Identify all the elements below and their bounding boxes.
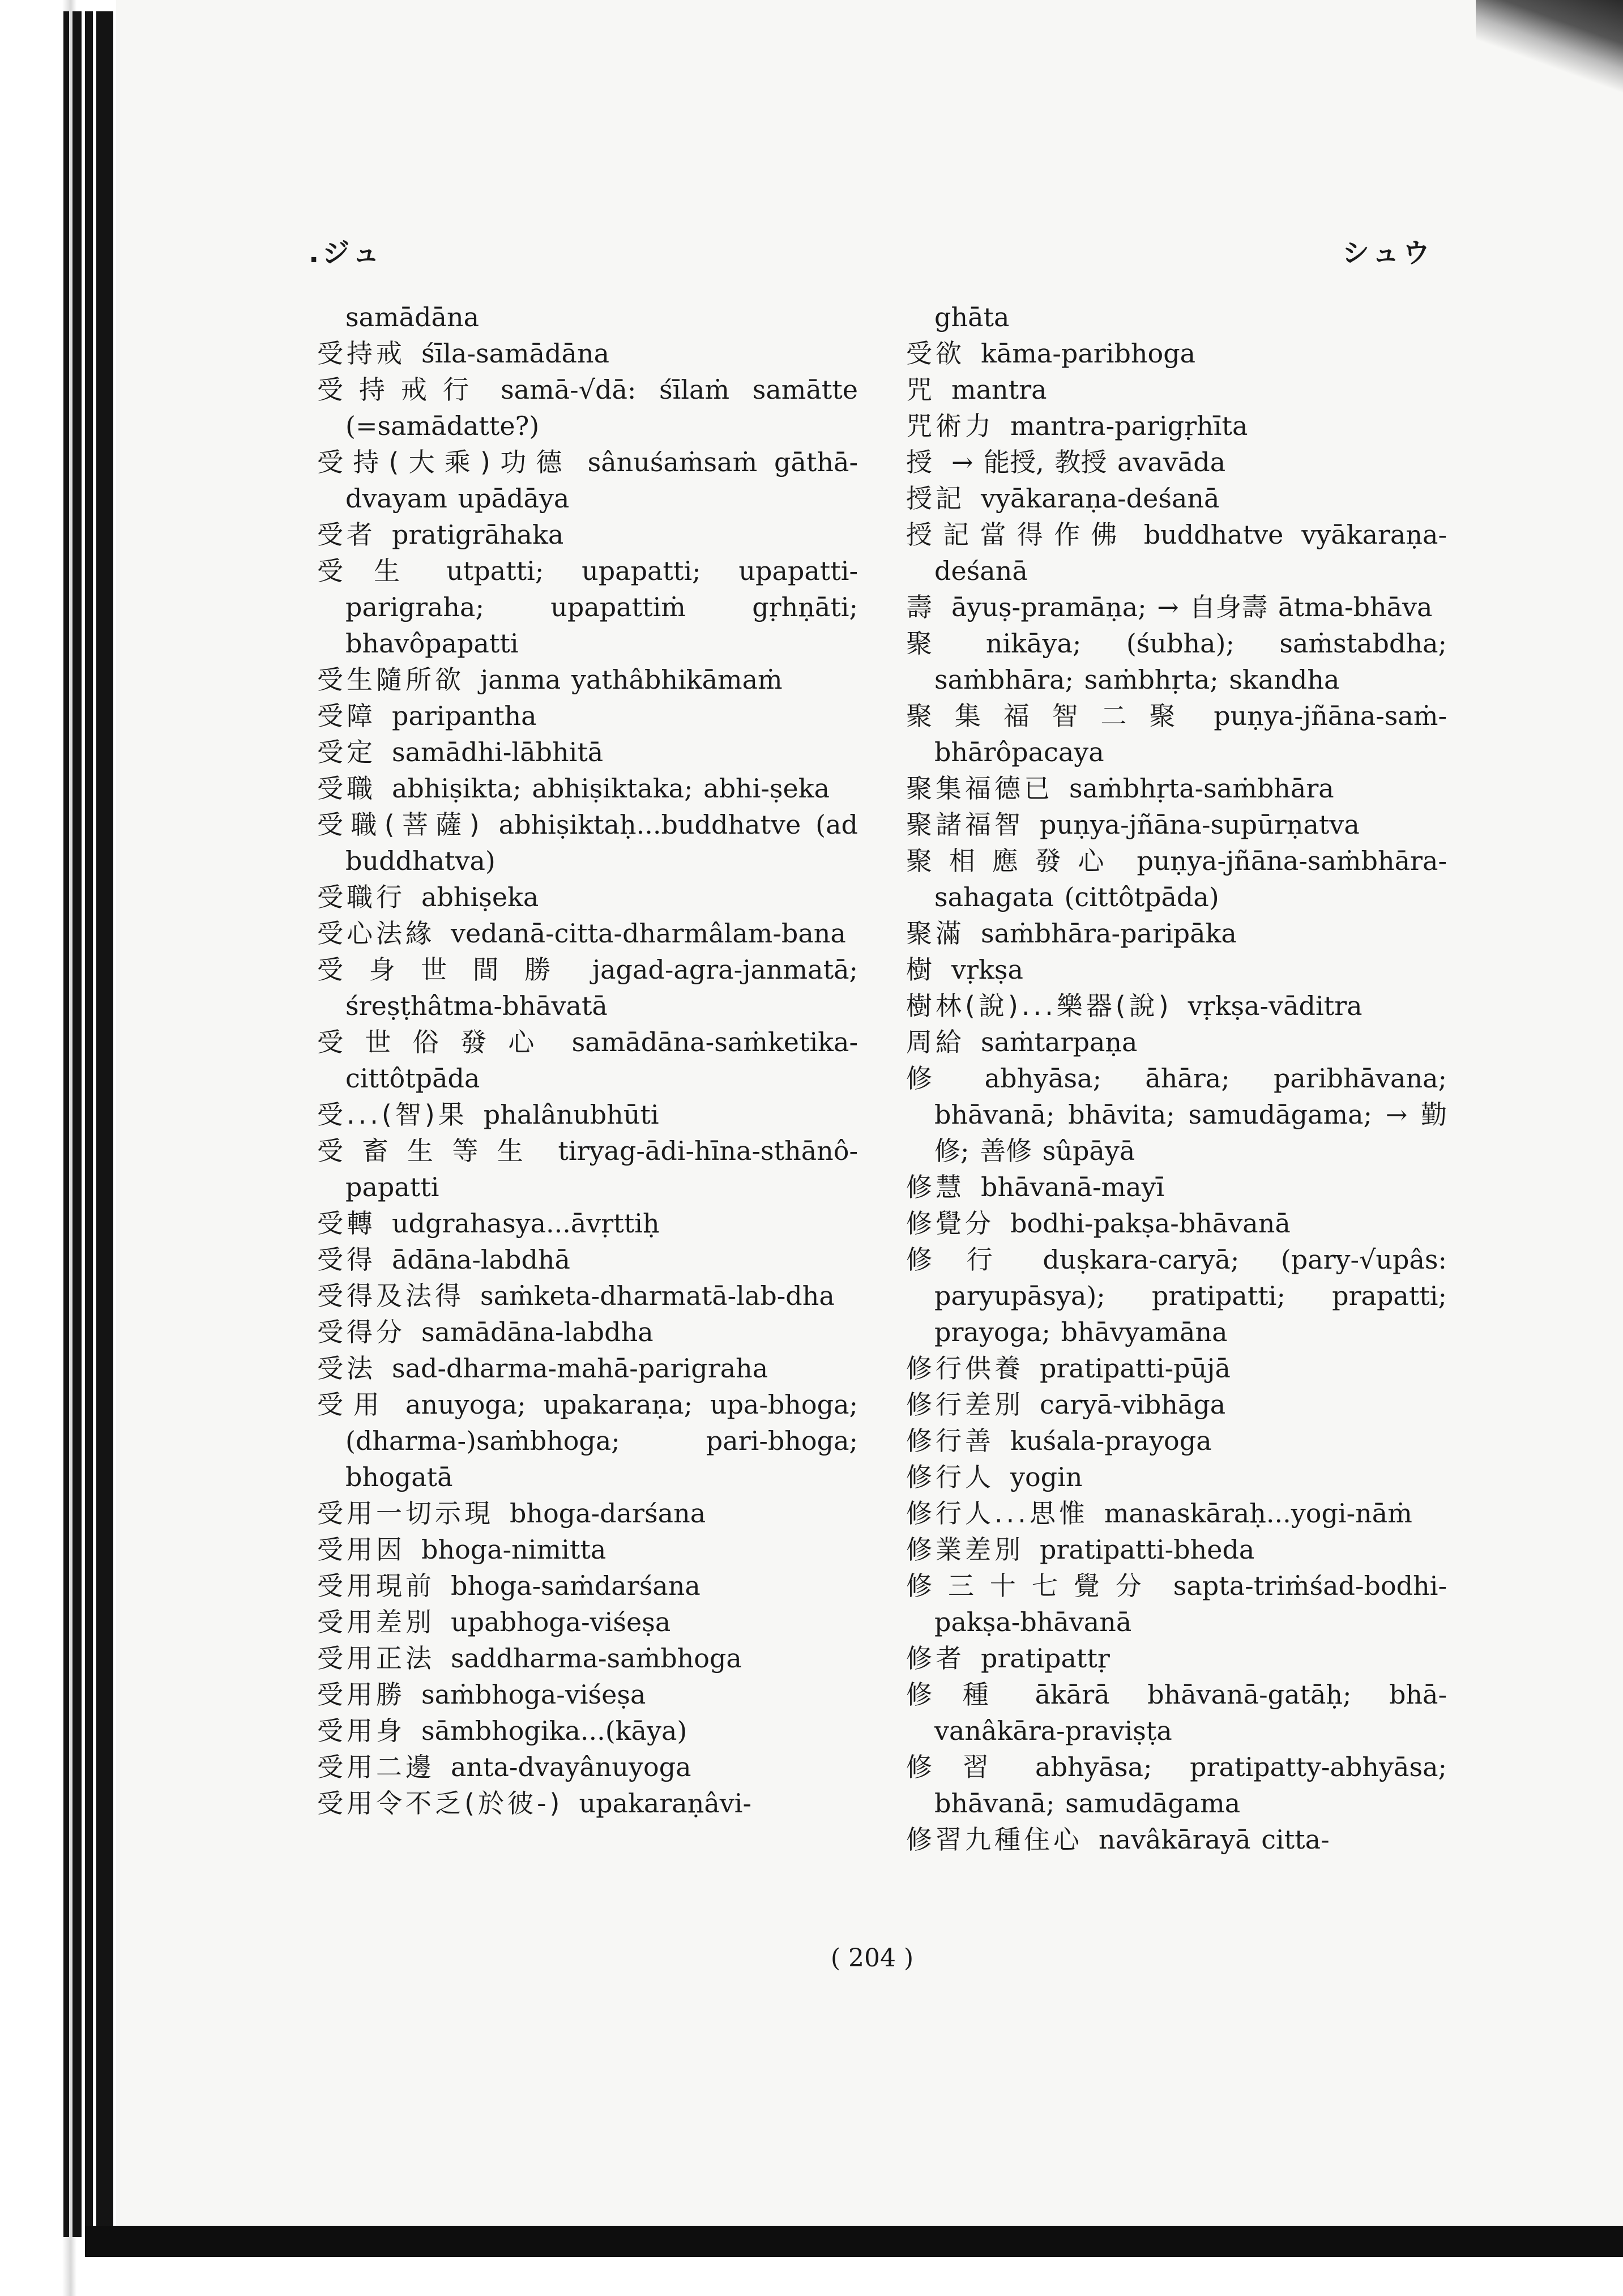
entry-sanskrit: vṛkṣa-vāditra — [1188, 991, 1363, 1021]
entry-sanskrit: buddhatve vyākaraṇa-deśanā — [934, 519, 1447, 586]
binding-line — [63, 11, 69, 2237]
entry-sanskrit: vedanā-citta-dharmâlam-bana — [451, 918, 846, 949]
entry-sanskrit: abhiṣiktaḥ...buddhatve (ad buddhatva) — [345, 809, 858, 876]
entry-headword: 受用二邊 — [317, 1752, 435, 1782]
dictionary-entry — [317, 444, 858, 517]
dictionary-entry — [317, 879, 858, 915]
entry-sanskrit: bhoga-darśana — [510, 1498, 706, 1529]
entry-headword: 受用身 — [317, 1715, 405, 1746]
entry-sanskrit: duṣkara-caryā; (pary-√upâs: paryupāsya); pratipatti; prapatti; prayoga; bhāvyamāna — [934, 1244, 1447, 1347]
entry-sanskrit: tiryag-ādi-hīna-sthānô-papatti — [345, 1136, 858, 1202]
entry-headword: 受得及法得 — [317, 1281, 464, 1311]
dictionary-entry — [906, 1241, 1447, 1350]
entry-headword: 授 — [906, 447, 936, 477]
dictionary-entry — [906, 335, 1447, 372]
entry-headword: 咒術力 — [906, 411, 994, 441]
entry-headword: 修習九種住心 — [906, 1824, 1083, 1855]
entry-headword: 受得分 — [317, 1317, 405, 1347]
dictionary-entry — [317, 1024, 858, 1096]
entry-sanskrit: navâkārayā citta- — [1099, 1824, 1330, 1855]
entry-headword: 修 — [906, 1063, 969, 1094]
entry-headword: 受持戒 — [317, 338, 405, 369]
entry-headword: 修慧 — [906, 1172, 965, 1202]
dictionary-entry — [906, 951, 1447, 988]
entry-sanskrit: puṇya-jñāna-saṁ-bhārôpacaya — [934, 701, 1447, 767]
entry-sanskrit: saṁbhṛta-saṁbhāra — [1069, 773, 1334, 804]
entry-sanskrit: jagad-agra-janmatā; śreṣṭhâtma-bhāvatā — [345, 954, 858, 1021]
entry-sanskrit: vyākaraṇa-deśanā — [981, 483, 1220, 514]
running-head-left: .ジュ — [309, 237, 383, 269]
dictionary-entry — [906, 1350, 1447, 1386]
dictionary-entry — [317, 734, 858, 770]
dictionary-entry — [317, 951, 858, 1024]
dictionary-entry — [317, 1676, 858, 1713]
dictionary-entry — [317, 1749, 858, 1785]
entry-headword: 修行人 — [906, 1462, 994, 1492]
dictionary-entry — [906, 1495, 1447, 1531]
entry-sanskrit: mantra — [951, 374, 1047, 405]
entry-headword: 修行人...思惟 — [906, 1498, 1088, 1529]
dictionary-entry — [906, 1423, 1447, 1459]
dictionary-entry — [906, 444, 1447, 480]
entry-headword: 咒 — [906, 374, 936, 405]
entry-sanskrit: samādhi-lābhitā — [392, 737, 604, 767]
dictionary-entry — [906, 1531, 1447, 1568]
page-number: ( 204 ) — [830, 1944, 914, 1973]
entry-headword: 聚相應發心 — [906, 846, 1121, 876]
dictionary-entry — [906, 843, 1447, 915]
entry-headword: 樹 — [906, 954, 936, 985]
entry-headword: 受職(菩薩) — [317, 809, 483, 840]
left-column — [317, 299, 858, 1821]
entry-headword: 受者 — [317, 519, 376, 550]
dictionary-entry — [906, 1024, 1447, 1060]
entry-headword: 受職 — [317, 773, 376, 804]
dictionary-entry — [906, 1749, 1447, 1821]
entry-sanskrit: puṇya-jñāna-supūrṇatva — [1040, 809, 1360, 840]
entry-headword: 受法 — [317, 1353, 376, 1384]
dictionary-entry — [906, 1169, 1447, 1205]
entry-sanskrit: samā-√dā: śīlaṁ samātte (=samādatte?) — [345, 374, 859, 441]
entry-sanskrit: pratigrāhaka — [392, 519, 564, 550]
entry-headword: 受世俗發心 — [317, 1027, 556, 1057]
entry-headword: 聚 — [906, 628, 970, 659]
dictionary-entry — [317, 517, 858, 553]
dictionary-entry — [317, 1241, 858, 1278]
dictionary-entry — [906, 988, 1447, 1024]
entry-sanskrit: abhyāsa; pratipatty-abhyāsa; bhāvanā; samudāgama — [934, 1752, 1447, 1819]
entry-headword: 受生隨所欲 — [317, 664, 464, 695]
entry-sanskrit: kuśala-prayoga — [1010, 1426, 1212, 1456]
entry-sanskrit: manaskāraḥ...yogi-nāṁ — [1104, 1498, 1412, 1529]
entry-sanskrit: ākārā bhāvanā-gatāḥ; bhā-vanâkāra-praviṣṭa — [934, 1679, 1447, 1746]
dictionary-entry — [906, 625, 1447, 698]
entry-sanskrit: samādāna-labdha — [421, 1317, 654, 1347]
dictionary-entry — [906, 372, 1447, 408]
dictionary-entry — [317, 1133, 858, 1205]
entry-sanskrit: saṁbhoga-viśeṣa — [421, 1679, 646, 1710]
page-corner-fold — [1476, 0, 1623, 102]
right-column — [906, 299, 1447, 1858]
entry-sanskrit: saṁbhāra-paripāka — [981, 918, 1237, 949]
entry-headword: 受身世間勝 — [317, 954, 576, 985]
entry-headword: 修業差別 — [906, 1534, 1024, 1565]
entry-headword: 授記 — [906, 483, 965, 514]
entry-sanskrit: ghāta — [934, 302, 1010, 332]
entry-sanskrit: sânuśaṁsaṁ gāthā-dvayam upādāya — [345, 447, 858, 514]
dictionary-entry — [317, 1205, 858, 1241]
entry-headword: 修覺分 — [906, 1208, 994, 1239]
entry-headword: 受用令不乏(於彼-) — [317, 1788, 563, 1819]
entry-headword: 受持戒行 — [317, 374, 485, 405]
dictionary-entry — [317, 1785, 858, 1821]
entry-sanskrit: sapta-triṁśad-bodhi-pakṣa-bhāvanā — [934, 1571, 1447, 1637]
entry-sanskrit: upabhoga-viśeṣa — [451, 1607, 671, 1637]
entry-sanskrit: āyuṣ-pramāṇa; → 自身壽 ātma-bhāva — [951, 592, 1433, 622]
entry-headword: 授記當得作佛 — [906, 519, 1128, 550]
dictionary-entry — [317, 1278, 858, 1314]
entry-sanskrit: sāmbhogika...(kāya) — [421, 1715, 687, 1746]
entry-sanskrit: puṇya-jñāna-saṁbhāra-sahagata (cittôtpāda) — [934, 846, 1447, 912]
dictionary-entry — [317, 1713, 858, 1749]
dictionary-entry — [317, 1096, 858, 1133]
entry-sanskrit: bhāvanā-mayī — [981, 1172, 1165, 1202]
entry-sanskrit: samādāna-saṁketika-cittôtpāda — [345, 1027, 858, 1094]
entry-sanskrit: pratipatti-bheda — [1040, 1534, 1255, 1565]
entry-headword: 受用因 — [317, 1534, 405, 1565]
entry-headword: 受定 — [317, 737, 376, 767]
dictionary-entry — [906, 299, 1447, 335]
entry-sanskrit: pratipattṛ — [981, 1643, 1110, 1674]
entry-sanskrit: abhiṣeka — [421, 882, 539, 912]
entry-sanskrit: caryā-vibhāga — [1040, 1389, 1226, 1420]
entry-headword: 受畜生等生 — [317, 1136, 543, 1166]
entry-headword: 樹林(說)...樂器(說) — [906, 991, 1172, 1021]
dictionary-entry — [317, 1604, 858, 1640]
dictionary-entry — [906, 698, 1447, 770]
entry-headword: 修行 — [906, 1244, 1027, 1275]
dictionary-entry — [906, 1205, 1447, 1241]
dictionary-entry — [906, 589, 1447, 625]
dictionary-entry — [906, 517, 1447, 589]
entry-headword: 受心法緣 — [317, 918, 435, 949]
entry-headword: 受用現前 — [317, 1571, 435, 1601]
entry-sanskrit: udgrahasya...āvṛttiḥ — [392, 1208, 660, 1239]
entry-sanskrit: abhyāsa; āhāra; paribhāvana; bhāvanā; bhāvita; samudāgama; → 勤修; 善修 sûpāyā — [934, 1063, 1447, 1166]
entry-headword: 受持(大乘)功德 — [317, 447, 572, 477]
entry-sanskrit: bhoga-saṁdarśana — [451, 1571, 701, 1601]
entry-sanskrit: phalânubhūti — [483, 1099, 659, 1130]
dictionary-entry — [317, 1495, 858, 1531]
dictionary-entry — [906, 806, 1447, 843]
entry-sanskrit: upakaraṇâvi- — [579, 1788, 752, 1819]
dictionary-entry — [906, 1640, 1447, 1676]
entry-headword: 受職行 — [317, 882, 405, 912]
entry-headword: 受用正法 — [317, 1643, 435, 1674]
entry-headword: 聚集福智二聚 — [906, 701, 1198, 731]
entry-headword: 修行差別 — [906, 1389, 1024, 1420]
dictionary-entry — [906, 770, 1447, 806]
entry-sanskrit: janma yathâbhikāmaṁ — [480, 664, 783, 695]
entry-sanskrit: abhiṣikta; abhiṣiktaka; abhi-ṣeka — [392, 773, 830, 804]
dictionary-entry — [906, 1676, 1447, 1749]
entry-sanskrit: mantra-parigṛhīta — [1010, 411, 1248, 441]
entry-headword: 修三十七覺分 — [906, 1571, 1158, 1601]
entry-headword: 受用一切示現 — [317, 1498, 494, 1529]
binding-line — [96, 11, 113, 2237]
entry-headword: 受用勝 — [317, 1679, 405, 1710]
dictionary-entry — [906, 480, 1447, 517]
entry-headword: 聚滿 — [906, 918, 965, 949]
entry-sanskrit: paripantha — [392, 701, 537, 731]
dictionary-entry — [906, 1386, 1447, 1423]
entry-sanskrit: nikāya; (śubha); saṁstabdha; saṁbhāra; saṁbhṛta; skandha — [934, 628, 1447, 695]
page-edge-shadow — [85, 2226, 1623, 2257]
entry-sanskrit: bhoga-nimitta — [421, 1534, 607, 1565]
entry-sanskrit: pratipatti-pūjā — [1040, 1353, 1231, 1384]
entry-headword: 周給 — [906, 1027, 965, 1057]
entry-sanskrit: → 能授, 教授 avavāda — [951, 447, 1226, 477]
entry-headword: 聚諸福智 — [906, 809, 1024, 840]
entry-headword: 修種 — [906, 1679, 1019, 1710]
entry-headword: 受得 — [317, 1244, 376, 1275]
entry-sanskrit: saṁketa-dharmatā-lab-dha — [480, 1281, 835, 1311]
entry-sanskrit: bodhi-pakṣa-bhāvanā — [1010, 1208, 1291, 1239]
entry-headword: 受障 — [317, 701, 376, 731]
entry-headword: 受轉 — [317, 1208, 376, 1239]
entry-headword: 修習 — [906, 1752, 1020, 1782]
entry-sanskrit: samādāna — [345, 302, 479, 332]
dictionary-entry — [317, 335, 858, 372]
dictionary-entry — [317, 1531, 858, 1568]
entry-sanskrit: ādāna-labdhā — [392, 1244, 570, 1275]
dictionary-entry — [906, 408, 1447, 444]
dictionary-entry — [317, 662, 858, 698]
running-head-right: シュウ — [1342, 237, 1433, 269]
entry-sanskrit: śīla-samādāna — [421, 338, 609, 369]
dictionary-entry — [906, 1821, 1447, 1858]
dictionary-entry — [317, 806, 858, 879]
binding-line — [85, 11, 93, 2237]
dictionary-entry — [317, 1640, 858, 1676]
entry-headword: 受用 — [317, 1389, 390, 1420]
dictionary-entry — [906, 1568, 1447, 1640]
dictionary-entry — [317, 372, 858, 444]
dictionary-entry — [317, 915, 858, 951]
entry-sanskrit: yogin — [1010, 1462, 1083, 1492]
dictionary-entry — [317, 1386, 858, 1495]
entry-sanskrit: saddharma-saṁbhoga — [451, 1643, 742, 1674]
entry-headword: 修行善 — [906, 1426, 994, 1456]
dictionary-entry — [317, 553, 858, 662]
entry-headword: 受生 — [317, 556, 431, 586]
entry-sanskrit: sad-dharma-mahā-parigraha — [392, 1353, 768, 1384]
entry-sanskrit: kāma-paribhoga — [981, 338, 1196, 369]
entry-sanskrit: vṛkṣa — [951, 954, 1023, 985]
entry-headword: 修者 — [906, 1643, 965, 1674]
entry-headword: 壽 — [906, 592, 936, 622]
entry-headword: 修行供養 — [906, 1353, 1024, 1384]
entry-sanskrit: anuyoga; upakaraṇa; upa-bhoga; (dharma-)saṁbhoga; pari-bhoga; bhogatā — [345, 1389, 858, 1492]
entry-headword: 受欲 — [906, 338, 965, 369]
entry-headword: 受用差別 — [317, 1607, 435, 1637]
dictionary-entry — [317, 1350, 858, 1386]
dictionary-entry — [317, 1568, 858, 1604]
dictionary-entry — [906, 1060, 1447, 1169]
dictionary-entry — [317, 770, 858, 806]
entry-sanskrit: anta-dvayânuyoga — [451, 1752, 691, 1782]
dictionary-entry — [906, 915, 1447, 951]
dictionary-entry — [317, 698, 858, 734]
dictionary-entry — [906, 1459, 1447, 1495]
binding-line — [72, 11, 82, 2237]
entry-sanskrit: utpatti; upapatti; upapatti-parigraha; upapattiṁ gṛhṇāti; bhavôpapatti — [345, 556, 858, 659]
entry-sanskrit: saṁtarpaṇa — [981, 1027, 1138, 1057]
dictionary-entry — [317, 1314, 858, 1350]
dictionary-entry — [317, 299, 858, 335]
entry-headword: 受...(智)果 — [317, 1099, 468, 1130]
entry-headword: 聚集福德已 — [906, 773, 1053, 804]
